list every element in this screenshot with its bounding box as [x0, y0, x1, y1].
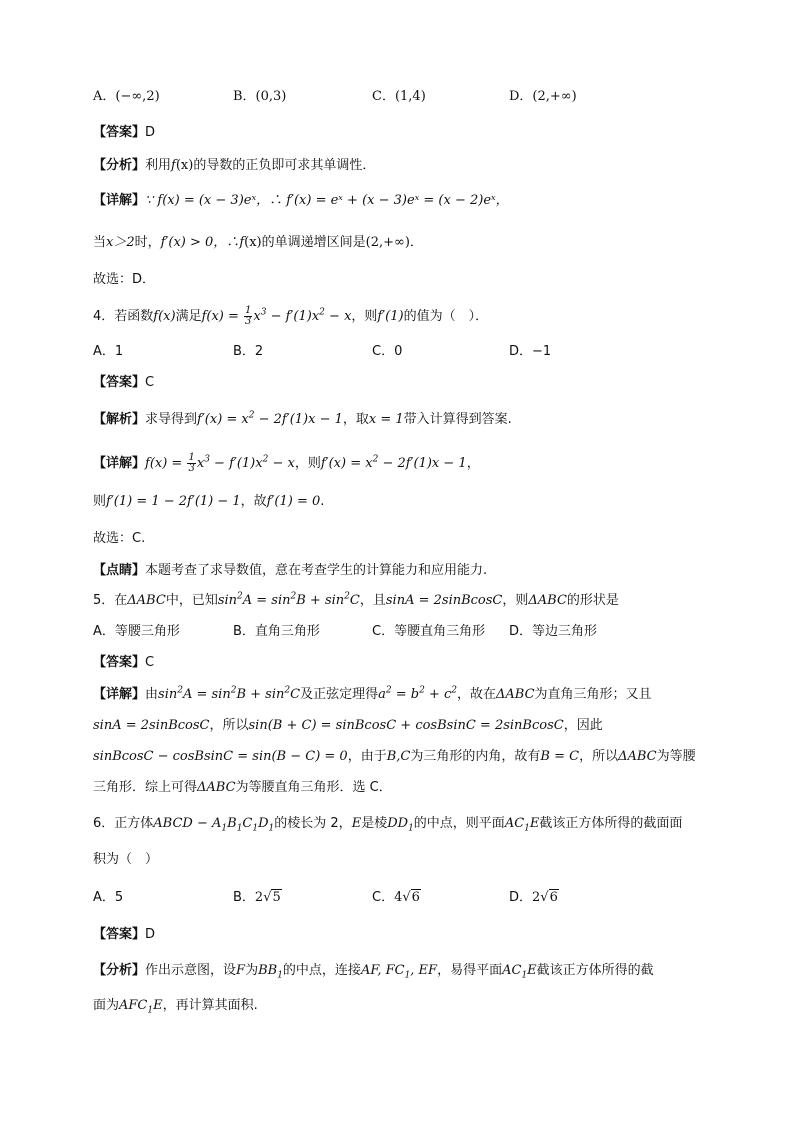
q3-option-c[interactable]: C．(1,4) — [372, 89, 426, 104]
text: ， — [466, 456, 480, 471]
math: 4√6 — [394, 890, 420, 905]
text: 满足 — [175, 309, 202, 324]
math: f(x) — [153, 309, 176, 324]
math-derivative-formula: ∵ f(x) = (x − 3)eˣ，∴ f′(x) = eˣ + (x − 3)eˣ = (x − 2)eˣ， — [145, 193, 509, 208]
math: $AFC_1E$ — [119, 998, 163, 1016]
math: ΔABC — [528, 593, 567, 608]
detail-tag: 【详解】 — [93, 687, 146, 702]
math: ΔABC — [197, 780, 236, 795]
answer-tag: 【答案】 — [93, 375, 146, 390]
option-letter: B． — [233, 890, 255, 905]
q4-choose: 故选：C. — [93, 531, 146, 546]
math: $AC_1E$ — [502, 963, 537, 981]
answer-value: C — [145, 655, 155, 670]
detail-tag: 【详解】 — [93, 456, 146, 471]
text: ，易得平面 — [437, 963, 503, 978]
math: $f'(x) = x^2 - 2f'(1)x - 1$ — [197, 410, 343, 427]
math: E — [351, 816, 362, 831]
q6-analysis-line2 — [93, 997, 258, 1015]
math: $a^2 = b^2 + c^2$ — [378, 685, 457, 702]
text: 带入计算得到答案. — [403, 412, 512, 427]
math: f(x) = $\frac{1}{3}$ $x^3 - f'(1)x^2 - x$ — [145, 452, 295, 474]
q6-stem-line2: 积为（ ） — [93, 852, 159, 867]
text: 的值为（ ）． — [403, 309, 489, 324]
text: 的中点，连接 — [282, 963, 361, 978]
q4-detail — [93, 453, 480, 474]
text: ，则 — [502, 593, 529, 608]
math: sinBcosC − cosBsinC = sin(B − C) = 0 — [93, 749, 348, 764]
text: ，故 — [240, 494, 267, 509]
q4-stem — [93, 306, 488, 327]
text: ，所以 — [209, 718, 249, 733]
math: $DD_1$ — [387, 816, 414, 834]
q3-answer — [93, 124, 155, 142]
text: 截该正方体所得的截面面 — [539, 816, 683, 831]
text: ，故在 — [456, 687, 496, 702]
q5-detail-line2 — [93, 717, 603, 735]
text: ，则 — [294, 456, 321, 471]
math: ΔABC — [618, 749, 657, 764]
q6-option-a[interactable]: A．5 — [93, 890, 124, 905]
math: ABCD − $A_1B_1C_1D_1$ — [153, 816, 275, 834]
math: F — [236, 963, 246, 978]
text: ，则 — [351, 309, 378, 324]
text: ，由于 — [347, 749, 387, 764]
q5-detail-line3 — [93, 748, 696, 766]
text: 面为 — [93, 998, 120, 1013]
text: 当 — [93, 235, 107, 250]
option-letter: C． — [372, 890, 395, 905]
answer-tag: 【答案】 — [93, 125, 146, 140]
text: 为 — [245, 963, 259, 978]
text: ，所以 — [579, 749, 619, 764]
q5-options — [93, 623, 653, 641]
q3-option-d[interactable]: D．(2,+∞) — [509, 89, 577, 104]
math: B,C — [386, 749, 411, 764]
answer-tag: 【答案】 — [93, 655, 146, 670]
math: sinA = 2sinBcosC — [93, 718, 210, 733]
math-inequality: f′(x) > 0，∴ — [160, 235, 240, 250]
option-letter: D． — [509, 890, 533, 905]
text: ，取 — [342, 412, 369, 427]
q5-option-b[interactable]: B．直角三角形 — [233, 624, 320, 639]
q4-option-d[interactable]: D．−1 — [509, 344, 552, 359]
math: ΔABC — [496, 687, 535, 702]
math-function-def: f(x) = $\frac{1}{3}$ $x^3 - f'(1)x^2 - x$ — [201, 305, 352, 327]
q3-analysis — [93, 157, 375, 175]
text: 5．在 — [93, 593, 128, 608]
text: ． — [409, 235, 423, 250]
math-interval: (2,+∞) — [365, 235, 410, 250]
math: 2√6 — [532, 890, 558, 905]
q3-options — [93, 88, 653, 106]
text: 三角形．综上可得 — [93, 780, 198, 795]
text: 的中点，则平面 — [413, 816, 505, 831]
q3-choose: 故选：D． — [93, 272, 156, 287]
text: ，再计算其面积. — [162, 998, 258, 1013]
q3-option-b[interactable]: B．(0,3) — [233, 89, 287, 104]
text: 是棱 — [361, 816, 388, 831]
q4-then — [93, 493, 324, 511]
math: ΔABC — [127, 593, 166, 608]
q4-option-b[interactable]: B．2 — [233, 344, 264, 359]
text: 时， — [134, 235, 161, 250]
math: f′(1) — [377, 309, 404, 324]
q3-option-a[interactable]: A．(−∞,2) — [93, 89, 160, 104]
text: 作出示意图，设 — [145, 963, 237, 978]
answer-value: C — [145, 375, 155, 390]
answer-tag: 【答案】 — [93, 927, 146, 942]
math: x = 1 — [368, 412, 404, 427]
q5-detail-line4 — [93, 779, 392, 797]
math: sinA = 2sinBcosC — [385, 593, 503, 608]
math: f′(1) = 0 — [266, 494, 321, 509]
q3-detail — [93, 192, 509, 210]
math-fx-arg: (x) — [175, 158, 194, 173]
q5-option-c[interactable]: C．等腰直角三角形 — [372, 624, 486, 639]
math: $\sin^2A = \sin^2B + \sin^2C$ — [217, 591, 360, 608]
q6-answer — [93, 926, 155, 944]
q5-answer — [93, 654, 154, 672]
text: 为等腰 — [656, 749, 696, 764]
text: 求导得到 — [145, 412, 198, 427]
text: ，因此 — [563, 718, 603, 733]
text: 则 — [93, 494, 107, 509]
analysis-tag: 【分析】 — [93, 963, 146, 978]
q4-option-a[interactable]: A．1 — [93, 344, 124, 359]
q4-option-c[interactable]: C．0 — [372, 344, 403, 359]
math-fx-arg: (x) — [244, 235, 262, 250]
math: 2√5 — [254, 890, 281, 905]
q6-option-b[interactable] — [233, 889, 282, 907]
text: . — [320, 494, 325, 509]
q6-stem-line1 — [93, 815, 682, 833]
detail-tag: 【详解】 — [93, 193, 146, 208]
math: $\sin^2A = \sin^2B + \sin^2C$ — [158, 685, 301, 702]
q5-option-a[interactable]: A．等腰三角形 — [93, 624, 180, 639]
analysis-tag: 【分析】 — [93, 158, 146, 173]
text: 中，已知 — [165, 593, 218, 608]
text: ，且 — [359, 593, 386, 608]
text: 6．正方体 — [93, 816, 154, 831]
q4-answer — [93, 374, 154, 392]
text: 为三角形的内角，故有 — [410, 749, 541, 764]
q6-option-d[interactable] — [509, 889, 559, 907]
text: 由 — [145, 687, 159, 702]
q6-options — [93, 889, 653, 907]
answer-value: D — [145, 125, 156, 140]
math-fx: f — [239, 235, 245, 250]
math: $f'(x) = x^2 - 2f'(1)x - 1$ — [320, 454, 467, 471]
q6-option-c[interactable] — [372, 889, 421, 907]
jiexi-tag: 【解析】 — [93, 412, 146, 427]
q6-analysis-line1 — [93, 962, 654, 980]
q5-option-d[interactable]: D．等边三角形 — [509, 624, 598, 639]
math: AF, $FC_1$, EF — [360, 963, 438, 981]
text: 4．若函数 — [93, 309, 154, 324]
text: 截该正方体所得的截 — [536, 963, 654, 978]
comment-text: 本题考查了求导数值，意在考查学生的计算能力和应用能力. — [145, 563, 488, 578]
text: 为直角三角形；又且 — [534, 687, 652, 702]
math: B = C — [540, 749, 580, 764]
math-fx: f — [171, 158, 176, 173]
math: $AC_1E$ — [504, 816, 540, 834]
text: 及正弦定理得 — [300, 687, 379, 702]
math: sin(B + C) = sinBcosC + cosBsinC = 2sinBcosC — [248, 718, 564, 733]
math-condition: x＞2 — [106, 235, 135, 250]
math: $BB_1$ — [258, 963, 283, 981]
q5-stem — [93, 592, 619, 610]
text: 的单调递增区间是 — [261, 235, 366, 250]
math: f′(1) = 1 − 2f′(1) − 1 — [106, 494, 241, 509]
text: 的形状是 — [566, 593, 619, 608]
q5-detail-line1 — [93, 686, 652, 704]
q4-comment — [93, 562, 487, 580]
q4-jiexi — [93, 411, 512, 429]
analysis-text: 的导数的正负即可求其单调性． — [193, 158, 376, 173]
q4-options — [93, 343, 653, 361]
text: 的棱长为 2， — [274, 816, 352, 831]
q3-monotonic — [93, 234, 423, 252]
answer-value: D — [145, 927, 156, 942]
analysis-text: 利用 — [145, 158, 172, 173]
comment-tag: 【点睛】 — [93, 563, 146, 578]
text: 为等腰直角三角形．选 C． — [235, 780, 392, 795]
